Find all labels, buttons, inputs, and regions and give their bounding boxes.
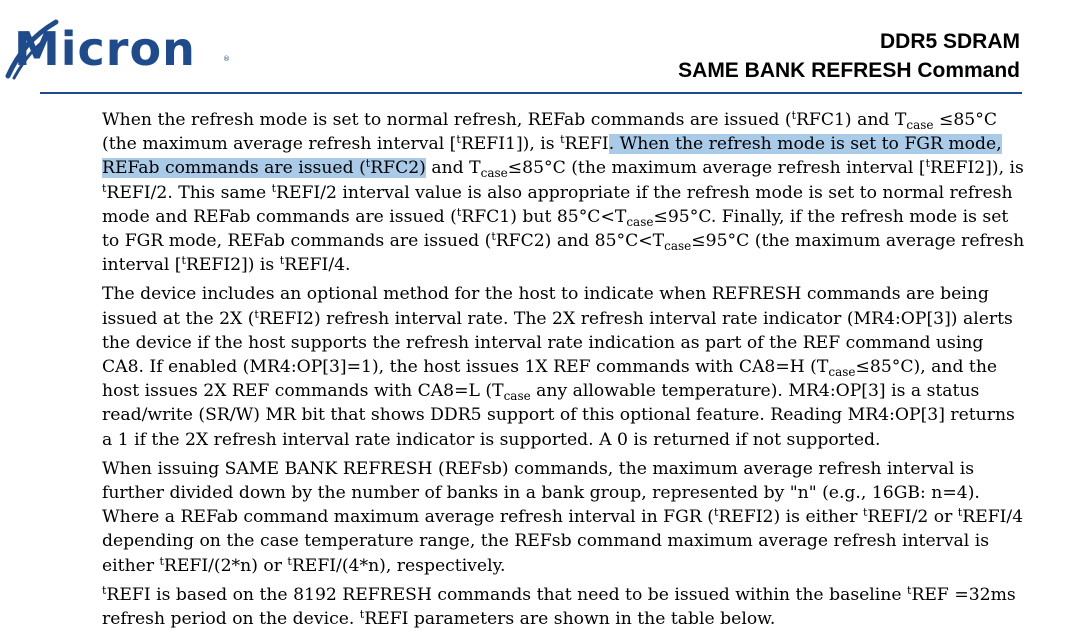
header-subtitle: SAME BANK REFRESH Command <box>678 59 1020 82</box>
paragraph-3: When issuing SAME BANK REFRESH (REFsb) commands, the maximum average refresh interval is further divided down by the number of banks in a bank group, represented by "n" (e.g., 16GB: n=4). Where a REFab command maximum average refresh interval in FGR ($^t$REFI2) is either $^t$REFI/2 or $^t$REFI/4 depending on the case temperature range, the REFsb command maximum average refresh interval is either $^t$REFI/(2*n) or $^t$REFI/(4*n), respectively. <box>102 458 1024 576</box>
paragraph-4: $^t$REFI is based on the 8192 REFRESH commands that need to be issued within the baseline $^t$REF =32ms refresh period on the device. $^t$REFI parameters are shown in the table below. <box>102 583 1016 630</box>
header-title: DDR5 SDRAM <box>879 30 1020 53</box>
header-divider <box>40 92 1022 94</box>
text-selection-highlight[interactable]: . When the refresh mode is set to FGR mode, REFab commands are issued ($^t$RFC2) <box>102 134 1002 179</box>
registered-mark: ® <box>223 55 230 63</box>
paragraph-2: The device includes an optional method for the host to indicate when REFRESH commands are being issued at the 2X ($^t$REFI2) refresh interval rate. The 2X refresh interval rate indicator (MR4:OP[3]) alerts the device if the host supports the refresh interval rate indication as part of the REF command using CA8. If enabled (MR4:OP[3]=1), the host issues 1X REF commands with CA8=H $(T_{case}\le 85^\circ C)$, and the host issues 2X REF commands with CA8=L ($T_{case}$ any allowable temperature). MR4:OP[3] is a status read/write (SR/W) MR bit that shows DDR5 support of this optional feature. Reading MR4:OP[3] returns a 1 if the 2X refresh interval rate indicator is supported. A 0 is returned if not supported. <box>102 284 1015 450</box>
document-header <box>678 27 1020 85</box>
paragraph-1: When the refresh mode is set to normal refresh, REFab commands are issued ($^t$RFC1) and $T_{case} \le 85^\circ C$ (the maximum average refresh interval [$^t$REFI1]), is $^t$REFI. When the refresh mode is set to FGR mode, REFab commands are issued ($^t$RFC2) and $T_{case}\le 85^\circ C$ (the maximum average refresh interval [$^t$REFI2]), is $^t$REFI/2. This same $^t$REFI/2 interval value is also appropriate if the refresh mode is set to normal refresh mode and REFab commands are issued ($^t$RFC1) but $85^\circ C<T_{case}\le 95^\circ C$. Finally, if the refresh mode is set to FGR mode, REFab commands are issued ($^t$RFC2) and $85^\circ C<T_{case}\le 95^\circ C$ (the maximum average refresh interval [$^t$REFI2]) is $^t$REFI/4. <box>102 109 1025 276</box>
micron-logo <box>4 14 230 84</box>
logo-text: Micron <box>14 22 196 76</box>
document-body <box>102 108 1027 636</box>
